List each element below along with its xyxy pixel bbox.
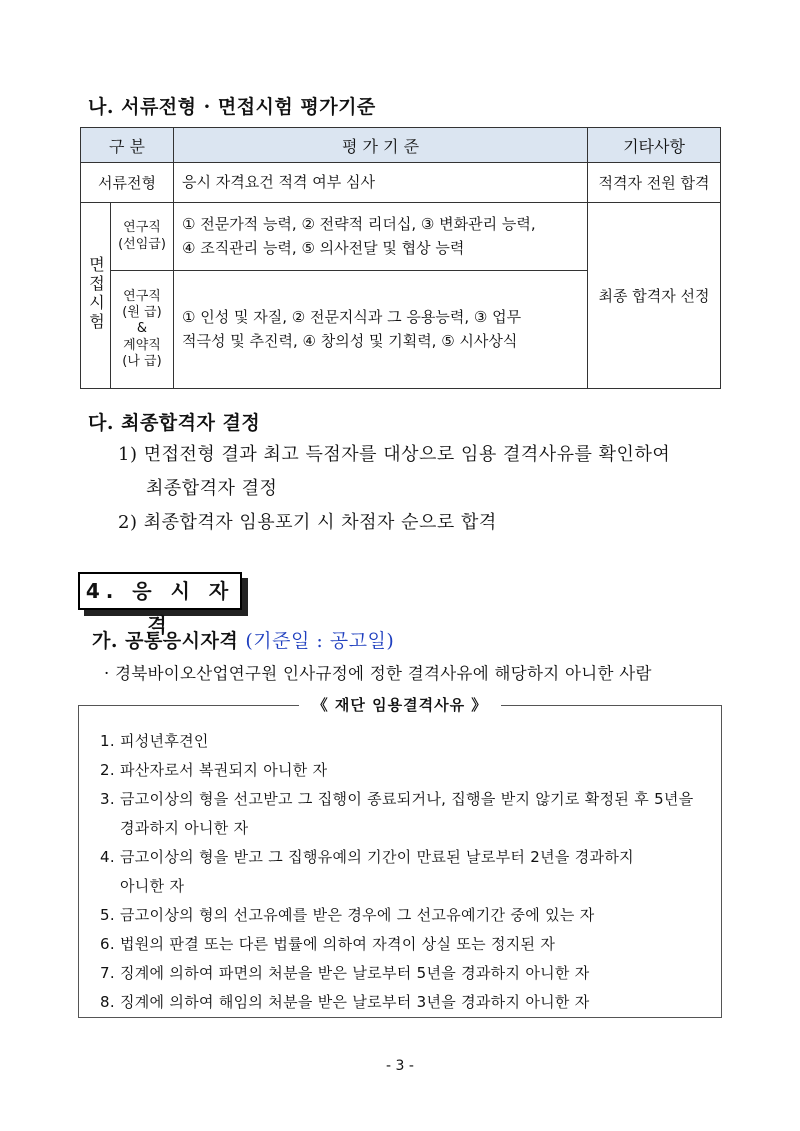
section-da-item2: 2) 최종합격자 임용포기 시 차점자 순으로 합격 [118,512,497,533]
researcher-staff-criteria [174,271,588,389]
label-line: 계약직 [123,337,161,353]
label-line: 연구직 [123,288,161,304]
document-criteria: 응시 자격요건 적격 여부 심사 [174,163,588,203]
list-item: 7. 징계에 의하여 파면의 처분을 받은 날로부터 5년을 경과하지 아니한 자 [100,964,590,982]
list-item: 4. 금고이상의 형을 받고 그 집행유예의 기간이 만료된 날로부터 2년을 경과하지 [100,848,634,866]
label-line: (선임급) [118,236,166,252]
criteria-line: ① 전문가적 능력, ② 전략적 리더십, ③ 변화관리 능력, [182,215,536,234]
researcher-senior-criteria [174,203,588,271]
section-4-title: 4. 응 시 자 격 [78,572,242,610]
section-na-title: 나. 서류전형 · 면접시험 평가기준 [88,96,376,118]
evaluation-criteria-table [80,127,721,389]
list-item: 3. 금고이상의 형을 선고받고 그 집행이 종료되거나, 집행을 받지 않기로 확정된 후 5년을 [100,790,694,808]
criteria-line: 적극성 및 추진력, ④ 창의성 및 기획력, ⑤ 시사상식 [182,331,518,350]
disqualification-list [100,727,712,1017]
label-line: (나 급) [122,353,162,369]
researcher-staff-label [111,271,174,389]
header-criteria: 평 가 기 준 [174,128,588,163]
header-category: 구 분 [81,128,174,163]
list-item: 2. 파산자로서 복권되지 아니한 자 [100,761,328,779]
criteria-line: ① 인성 및 자질, ② 전문지식과 그 응용능력, ③ 업무 [182,308,522,327]
disqualification-box-title: 《 재단 임용결격사유 》 [299,694,502,716]
section-ga-title-suffix: (기준일 : 공고일) [245,630,395,652]
section-da-item1-line1: 1) 면접전형 결과 최고 득점자를 대상으로 임용 결격사유를 확인하여 [118,444,671,465]
interview-label-cell [81,203,111,389]
interview-label: 면접시험 [86,255,106,332]
section-ga-title [92,626,394,653]
section-da-title: 다. 최종합격자 결정 [88,412,261,434]
criteria-line: ④ 조직관리 능력, ⑤ 의사전달 및 협상 능력 [182,238,465,257]
section-ga-bullet: · 경북바이오산업연구원 인사규정에 정한 결격사유에 해당하지 아니한 사람 [104,664,652,683]
interview-note: 최종 합격자 선정 [588,203,721,389]
table-row-document [81,163,721,203]
list-item: 6. 법원의 판결 또는 다른 법률에 의하여 자격이 상실 또는 정지된 자 [100,935,556,953]
disqualification-box-title-wrap [78,694,722,716]
document-note: 적격자 전원 합격 [588,163,721,203]
header-note: 기타사항 [588,128,721,163]
researcher-senior-label [111,203,174,271]
table-header-row [81,128,721,163]
list-item: 8. 징계에 의하여 해임의 처분을 받은 날로부터 3년을 경과하지 아니한 자 [100,993,590,1011]
list-item: 5. 금고이상의 형의 선고유예를 받은 경우에 그 선고유예기간 중에 있는 자 [100,906,595,924]
label-line: (원 급) [122,305,162,321]
list-item-continuation: 경과하지 아니한 자 [120,819,249,837]
page-number: - 3 - [386,1058,414,1074]
list-item-continuation: 아니한 자 [120,877,185,895]
section-ga-title-prefix: 가. 공통응시자격 [92,630,239,652]
label-line: & [136,321,148,337]
section-da-item1-line2: 최종합격자 결정 [146,478,278,499]
document-label: 서류전형 [81,163,174,203]
list-item: 1. 피성년후견인 [100,732,209,750]
table-row-researcher-senior [81,203,721,271]
label-line: 연구직 [123,220,161,236]
